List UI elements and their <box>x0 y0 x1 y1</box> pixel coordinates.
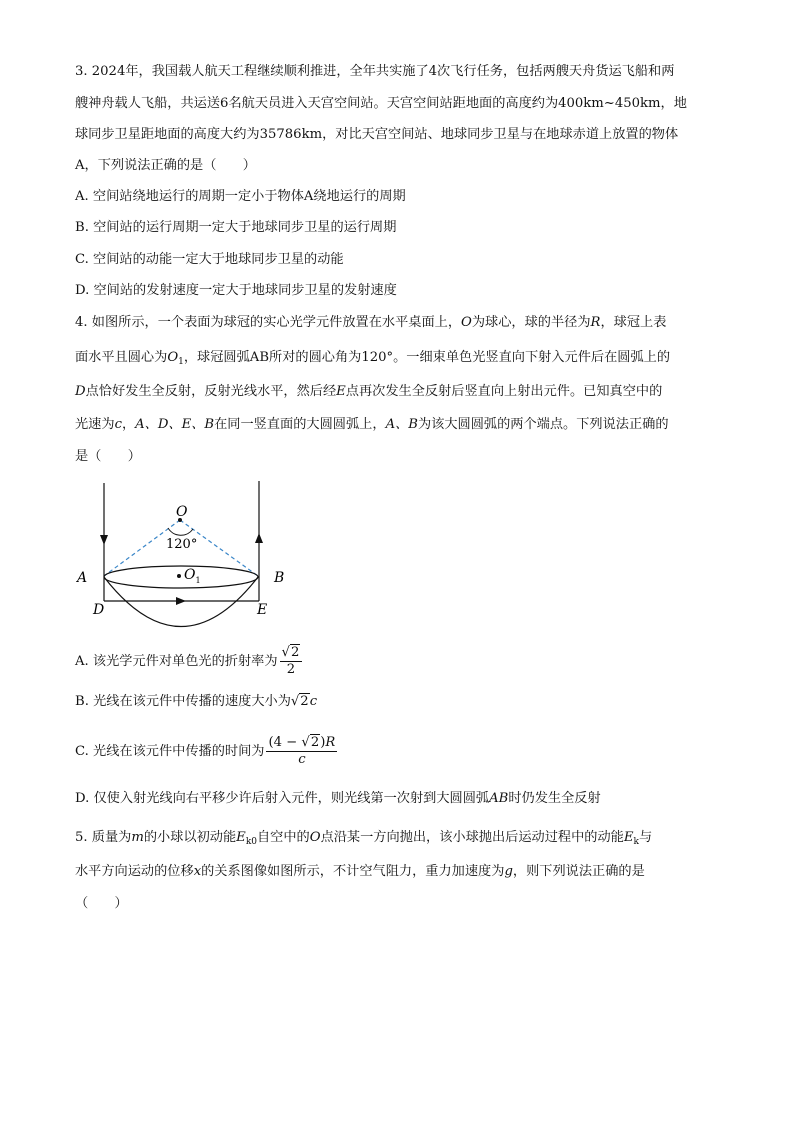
label-e: E <box>257 602 268 618</box>
q3-option-c: C. 空间站的动能一定大于地球同步卫星的动能 <box>75 252 344 267</box>
q3-stem-line-2: 艘神舟载人飞船，共运送6名航天员进入天宫空间站。天宫空间站距地面的高度约为400km~450km，地 <box>75 96 687 111</box>
q4-option-b: B. 光线在该元件中传播的速度大小为√2c <box>75 694 318 709</box>
q3-option-a: A. 空间站绕地运行的周期一定小于物体A绕地运行的周期 <box>75 189 406 204</box>
label-o1: $O_1$ <box>184 567 201 585</box>
angle-arc <box>168 528 193 535</box>
q4-stem-line-1: 4. 如图所示，一个表面为球冠的实心光学元件放置在水平桌面上，O为球心，球的半径为R，球冠上表 <box>75 315 667 330</box>
q4-option-a: A. 该光学元件对单色光的折射率为 $\frac{√2}{2}$ <box>75 644 304 680</box>
label-angle: 120° <box>166 537 198 552</box>
q5-stem-line-2: 水平方向运动的位移x的关系图像如图所示，不计空气阻力，重力加速度为g，则下列说法正确的是 <box>75 864 645 879</box>
q5-stem-line-1: 5. 质量为m的小球以初动能$E_{k0}$自空中的O点沿某一方向抛出，该小球抛出后运动过程中的动能$E_k$与 <box>75 830 653 847</box>
cap-top-ellipse <box>104 566 258 588</box>
center-o1-point <box>177 574 181 578</box>
q4-stem-line-4: 光速为c，A、D、E、B在同一竖直面的大圆圆弧上，A、B为该大圆圆弧的两个端点。下列说法正确的 <box>75 417 669 432</box>
q4-stem-line-3: D点恰好发生全反射，反射光线水平，然后经E点再次发生全反射后竖直向上射出元件。已知真空中的 <box>75 384 663 399</box>
q3-option-d: D. 空间站的发射速度一定大于地球同步卫星的发射速度 <box>75 283 397 298</box>
q3-stem-line-4: A，下列说法正确的是（ ） <box>75 158 256 173</box>
q4-option-d: D. 仅使入射光线向右平移少许后射入元件，则光线第一次射到大圆圆弧AB时仍发生全反射 <box>75 791 601 806</box>
q5-stem-line-3: （ ） <box>75 896 128 911</box>
label-b: B <box>274 570 285 586</box>
label-o: O <box>176 504 188 520</box>
spherical-cap-diagram <box>72 478 292 638</box>
q3-stem-line-3: 球同步卫星距地面的高度大约为35786km，对比天宫空间站、地球同步卫星与在地球赤道上放置的物体 <box>75 127 679 142</box>
q3-option-b: B. 空间站的运行周期一定大于地球同步卫星的运行周期 <box>75 220 397 235</box>
q4-stem-line-5: 是（ ） <box>75 449 141 464</box>
refractive-index-fraction: $\frac{√2}{2}$ <box>280 645 303 678</box>
reflected-arrow <box>176 597 186 605</box>
label-a: A <box>77 570 88 586</box>
propagation-time-fraction: $\frac{(4 - √2)R}{c}$ <box>268 735 336 767</box>
q4-stem-line-2: 面水平且圆心为$O_1$，球冠圆弧AB所对的圆心角为120°。一细束单色光竖直向下射入元件后在圆弧上的 <box>75 350 671 367</box>
emergent-arrow <box>255 533 263 543</box>
q4-option-c: C. 光线在该元件中传播的时间为 $\frac{(4 - √2)R}{c}$ <box>75 735 336 767</box>
incident-arrow <box>100 535 108 545</box>
q3-stem-line-1: 3. 2024年，我国载人航天工程继续顺利推进，全年共实施了4次飞行任务，包括两艘天舟货运飞船和两 <box>75 64 675 79</box>
label-d: D <box>93 602 105 618</box>
